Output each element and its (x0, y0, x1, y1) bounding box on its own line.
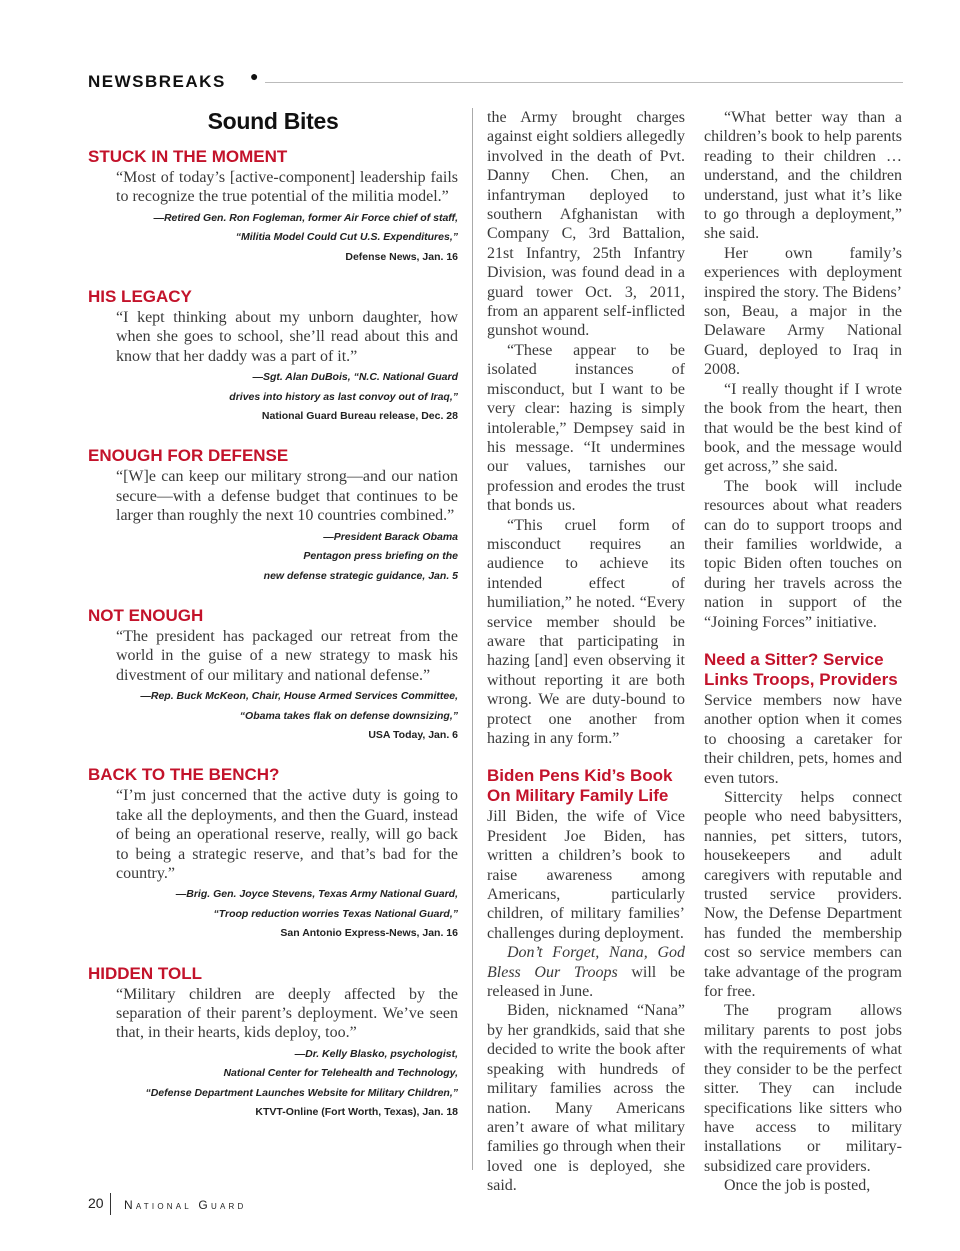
magazine-name: National Guard (124, 1198, 247, 1212)
article-column-2 (487, 108, 685, 1196)
sound-bite (88, 147, 458, 267)
hazing-article-continued (487, 108, 685, 748)
sound-bites-list (88, 147, 458, 1122)
article-paragraph: “These appear to be isolated instances of misconduct, but I want to be very clear: hazing is simply intolerable,” Dempsey said in his message. “It undermines our values, tarnishes our profession and erodes the trust that bonds us. (487, 341, 685, 515)
sound-bite-quote: “Military children are deeply affected by the separation of their parent’s deployment. We’ve seen that, in their hearts, kids deploy, too.” (116, 985, 458, 1042)
sound-bite-credit (88, 528, 458, 586)
column-divider (472, 108, 473, 1170)
article-paragraph: Biden, nicknamed “Nana” by her grandkids, said that she decided to write the book after speaking with hundreds of military families across the nation. Many Americans aren’t aware of what military families go through when their loved one is deployed, she said. (487, 1002, 685, 1195)
credit-line: “Defense Department Launches Website for Military Children,” (145, 1086, 458, 1099)
article-paragraph: Sittercity helps connect people who need babysitters, nannies, pet sitters, tutors, housekeepers and adult caregivers with reputable and trusted service providers. Now, the Defense Department has funded the membership cost so service members can take advantage of the program for free. (704, 789, 902, 1001)
credit-line: “Militia Model Could Cut U.S. Expenditures,” (235, 231, 458, 244)
article-paragraph: Once the job is posted, (724, 1177, 871, 1195)
article-column-3 (704, 108, 902, 1196)
sound-bite-quote: “I kept thinking about my unborn daughter, how when she goes to school, she’ll read about this and know that her daddy was a part of it.” (116, 309, 458, 365)
credit-line: “Troop reduction worries Texas National Guard,” (213, 907, 458, 920)
sound-bite (88, 964, 458, 1123)
credit-line: new defense strategic guidance, Jan. 5 (263, 569, 458, 582)
sound-bite-heading: ENOUGH FOR DEFENSE (88, 446, 289, 466)
credit-line: National Center for Telehealth and Technology, (223, 1067, 458, 1080)
sound-bite-heading: STUCK IN THE MOMENT (88, 147, 288, 166)
article-paragraph: Service members now have another option when it comes to choosing a caretaker for their children, pets, homes and even tutors. (704, 691, 902, 787)
credit-line: drives into history as last convoy out of Iraq,” (229, 390, 458, 403)
footer-divider (110, 1193, 111, 1215)
sound-bite-credit (88, 209, 458, 267)
sound-bite (88, 446, 458, 585)
credit-line: —Retired Gen. Ron Fogleman, former Air Force chief of staff, (153, 211, 458, 224)
sitter-headline: Need a Sitter? Service Links Troops, Providers (704, 649, 898, 689)
article-paragraph: The book will include resources about what readers can do to support troops and their families worldwide, a topic Biden often touches on during her travels across the nation in support of the “Joining Forces” initiative. (704, 477, 902, 631)
credit-line: —President Barack Obama (323, 530, 458, 543)
sound-bite-heading: BACK TO THE BENCH? (88, 765, 280, 785)
sitter-article (704, 691, 902, 1196)
credit-line: Pentagon press briefing on the (303, 550, 458, 563)
article-paragraph: The program allows military parents to post jobs with the requirements of what they consider to be the perfect sitter. They can include specifications like sitters who have access to military installations or military-subsidized care providers. (704, 1002, 902, 1175)
sound-bite-credit (88, 885, 458, 943)
sound-bite-quote: “[W]e can keep our military strong—and our nation secure—with a defense budget that continues to be larger than roughly the next 10 countries combined.” (116, 468, 458, 525)
article-paragraph: the Army brought charges against eight soldiers allegedly involved in the death of Pvt. Danny Chen. Chen, an infantryman deployed to southern Afghanistan with Company C, 3rd Battalion, 21st Infantry, 25th Infantry Division, was found dead in a guard tower Oct. 3, 2011, from an apparent self-inflicted gunshot wound. (487, 109, 685, 340)
article-paragraph: Jill Biden, the wife of Vice President Joe Biden, has written a children’s book to raise awareness among Americans, particularly children, of military families’ challenges during deployment. (487, 808, 685, 942)
sound-bite-credit (88, 687, 458, 745)
article-paragraph: Don’t Forget, Nana, God Bless Our Troops will be released in June. (487, 944, 685, 1001)
biden-book-article-continued (704, 108, 902, 632)
credit-source: National Guard Bureau release, Dec. 28 (261, 410, 458, 423)
credit-source: Defense News, Jan. 16 (345, 250, 458, 263)
credit-line: “Obama takes flak on defense downsizing,” (239, 709, 458, 722)
sound-bite (88, 765, 458, 943)
header-rule (265, 82, 903, 83)
credit-source: USA Today, Jan. 6 (368, 728, 458, 741)
sound-bite-credit (88, 368, 458, 426)
sound-bite-heading: HIS LEGACY (88, 287, 192, 307)
article-paragraph: “I really thought if I wrote the book from the heart, then that would be the best kind of book, and the message would get across,” she said. (704, 380, 902, 476)
sound-bites-column (88, 108, 458, 1142)
sound-bite-heading: HIDDEN TOLL (88, 963, 202, 983)
credit-source: San Antonio Express-News, Jan. 16 (280, 927, 458, 940)
sound-bite-quote: “Most of today’s [active-component] leadership fails to recognize the true potential of the militia model.” (116, 169, 458, 206)
credit-source: KTVT-Online (Fort Worth, Texas), Jan. 18 (255, 1106, 458, 1119)
sound-bite (88, 287, 458, 426)
sound-bite-quote: “I’m just concerned that the active duty is going to take all the deployments, and then the Guard, instead of being an operational reserve, really, will go back to being a strategic reserve, and that’s bad for the country.” (116, 787, 458, 882)
page-number: 20 (88, 1195, 104, 1211)
book-title: Don’t Forget, Nana, God Bless Our Troops (487, 944, 685, 981)
sound-bite-quote: “The president has packaged our retreat from the world in the guise of a new strategy to mask his divestment of our military and national defense.” (116, 627, 458, 684)
bullet-icon: ● (250, 68, 259, 84)
article-paragraph: Her own family’s experiences with deployment inspired the story. The Bidens’ son, Beau, a major in the Delaware Army National Guard, deployed to Iraq in 2008. (704, 244, 902, 379)
article-paragraph: “This cruel form of misconduct requires an audience to achieve its intended effect of humiliation,” he noted. “Every service member should be aware that participating in hazing [and] even observing it without reporting it are both wrong. We are duty-bound to protect one another from hazing in any form.” (487, 516, 685, 747)
credit-line: —Dr. Kelly Blasko, psychologist, (294, 1047, 458, 1060)
credit-line: —Rep. Buck McKeon, Chair, House Armed Services Committee, (140, 690, 458, 703)
section-header (88, 68, 903, 92)
sound-bites-title: Sound Bites (207, 108, 339, 134)
credit-line: —Brig. Gen. Joyce Stevens, Texas Army National Guard, (175, 888, 458, 901)
sound-bite-credit (88, 1045, 458, 1123)
article-paragraph: “What better way than a children’s book to help parents reading to their children … understand, and the children understand, just what it’s like to go through a deployment,” she said. (704, 109, 902, 243)
sound-bite-heading: NOT ENOUGH (88, 605, 204, 625)
credit-line: —Sgt. Alan DuBois, “N.C. National Guard (252, 371, 458, 384)
sound-bite (88, 606, 458, 745)
biden-book-headline: Biden Pens Kid’s Book On Military Family Life (487, 766, 673, 806)
section-label: NEWSBREAKS (88, 72, 226, 91)
